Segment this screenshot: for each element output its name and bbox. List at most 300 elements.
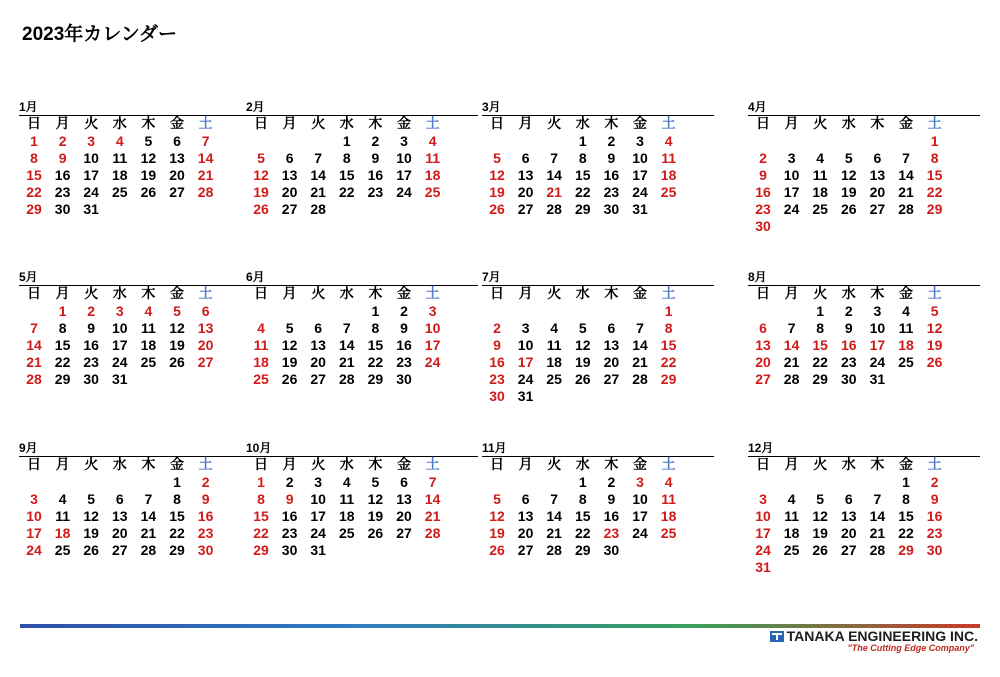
day-cell: 14 <box>898 167 914 183</box>
day-cell: 19 <box>140 167 157 183</box>
day-cell: 24 <box>424 354 441 370</box>
weekday-header: 木 <box>141 285 156 301</box>
day-cell: 20 <box>197 337 214 353</box>
day-cell: 3 <box>400 133 408 149</box>
day-cell: 6 <box>115 491 124 507</box>
day-cell: 31 <box>83 201 99 217</box>
weekday-header: 水 <box>112 285 127 301</box>
weekday-header: 火 <box>311 456 326 472</box>
day-cell: 15 <box>898 508 914 524</box>
day-cell: 18 <box>660 508 677 524</box>
day-cell: 2 <box>607 474 616 490</box>
weekday-header: 水 <box>339 456 354 472</box>
day-cell: 10 <box>26 508 42 524</box>
day-cell: 16 <box>926 508 943 524</box>
weekday-header: 火 <box>84 456 99 472</box>
day-cell: 19 <box>367 508 384 524</box>
day-cell: 7 <box>550 150 559 166</box>
day-cell: 20 <box>517 525 534 541</box>
day-cell: 8 <box>816 320 825 336</box>
day-cell: 29 <box>169 542 185 558</box>
day-cell: 22 <box>898 525 914 541</box>
month-label: 6月 <box>246 270 265 284</box>
day-cell: 21 <box>26 354 42 370</box>
day-cell: 26 <box>841 201 857 217</box>
day-cell: 19 <box>253 184 269 200</box>
day-cell: 7 <box>550 491 559 507</box>
day-cell: 18 <box>424 167 441 183</box>
day-cell: 30 <box>926 542 943 558</box>
day-cell: 5 <box>493 491 501 507</box>
day-cell: 5 <box>844 150 853 166</box>
day-cell: 18 <box>898 337 914 353</box>
weekday-header: 木 <box>604 456 619 472</box>
day-cell: 20 <box>396 508 412 524</box>
day-cell: 11 <box>425 150 440 166</box>
day-cell: 15 <box>367 337 384 353</box>
day-cell: 12 <box>83 508 99 524</box>
day-cell: 6 <box>521 491 530 507</box>
day-cell: 11 <box>55 508 70 524</box>
day-cell: 8 <box>664 320 673 336</box>
weekday-header: 金 <box>397 456 411 472</box>
day-cell: 25 <box>339 525 355 541</box>
day-cell: 1 <box>30 133 38 149</box>
weekday-header: 木 <box>604 285 619 301</box>
weekday-header: 火 <box>84 285 99 301</box>
day-cell: 23 <box>281 525 298 541</box>
day-cell: 9 <box>87 320 96 336</box>
day-cell: 14 <box>310 167 326 183</box>
day-cell: 28 <box>869 542 886 558</box>
day-cell: 3 <box>636 474 644 490</box>
weekday-header: 月 <box>55 115 70 131</box>
weekday-header: 金 <box>170 456 184 472</box>
day-cell: 1 <box>371 303 380 319</box>
day-cell: 1 <box>664 303 673 319</box>
day-cell: 8 <box>58 320 67 336</box>
weekday-header: 水 <box>841 285 856 301</box>
day-cell: 11 <box>112 150 128 166</box>
day-cell: 19 <box>169 337 185 353</box>
day-cell: 12 <box>812 508 828 524</box>
month-block <box>482 441 718 558</box>
day-cell: 27 <box>517 201 534 217</box>
day-cell: 28 <box>546 201 562 217</box>
day-cell: 12 <box>575 337 591 353</box>
day-cell: 30 <box>281 542 298 558</box>
day-cell: 3 <box>787 150 796 166</box>
day-cell: 31 <box>869 371 886 387</box>
weekday-header: 土 <box>927 285 942 301</box>
month-block <box>19 270 255 387</box>
day-cell: 19 <box>489 525 505 541</box>
weekday-header: 月 <box>518 285 533 301</box>
day-cell: 26 <box>169 354 185 370</box>
day-cell: 27 <box>869 201 886 217</box>
day-cell: 2 <box>201 474 210 490</box>
weekday-header: 日 <box>254 456 268 472</box>
weekday-header: 火 <box>813 285 828 301</box>
day-cell: 7 <box>201 133 210 149</box>
weekday-header: 金 <box>397 285 411 301</box>
day-cell: 5 <box>257 150 265 166</box>
day-cell: 25 <box>660 184 677 200</box>
company-logo-icon <box>770 631 784 642</box>
day-cell: 16 <box>603 167 620 183</box>
day-cell: 18 <box>660 167 677 183</box>
day-cell: 31 <box>310 542 326 558</box>
day-cell: 17 <box>755 525 771 541</box>
day-cell: 19 <box>489 184 505 200</box>
month-label: 4月 <box>748 100 767 114</box>
day-cell: 9 <box>201 491 210 507</box>
weekday-header: 金 <box>633 456 647 472</box>
day-cell: 3 <box>873 303 882 319</box>
day-cell: 18 <box>112 167 128 183</box>
weekday-header: 水 <box>841 456 856 472</box>
day-cell: 14 <box>424 491 441 507</box>
day-cell: 7 <box>428 474 437 490</box>
day-cell: 10 <box>83 150 99 166</box>
day-cell: 9 <box>844 320 853 336</box>
weekday-header: 金 <box>397 115 411 131</box>
day-cell: 19 <box>926 337 943 353</box>
weekday-header: 水 <box>339 115 354 131</box>
weekday-header: 日 <box>254 115 268 131</box>
day-cell: 25 <box>140 354 157 370</box>
day-cell: 15 <box>253 508 269 524</box>
day-cell: 27 <box>112 542 128 558</box>
day-cell: 2 <box>493 320 501 336</box>
day-cell: 30 <box>841 371 857 387</box>
day-cell: 25 <box>424 184 441 200</box>
month-label: 10月 <box>246 441 272 455</box>
day-cell: 4 <box>550 320 559 336</box>
day-cell: 12 <box>253 167 269 183</box>
weekday-header: 金 <box>899 285 913 301</box>
month-block <box>19 441 255 558</box>
day-cell: 19 <box>83 525 99 541</box>
day-cell: 20 <box>112 525 128 541</box>
day-cell: 26 <box>926 354 943 370</box>
day-cell: 28 <box>339 371 355 387</box>
day-cell: 15 <box>575 167 591 183</box>
day-cell: 5 <box>493 150 501 166</box>
day-cell: 17 <box>310 508 326 524</box>
weekday-header: 土 <box>927 115 942 131</box>
day-cell: 10 <box>783 167 800 183</box>
weekday-header: 日 <box>254 285 268 301</box>
day-cell: 16 <box>281 508 298 524</box>
day-cell: 9 <box>759 167 767 183</box>
day-cell: 15 <box>575 508 591 524</box>
day-cell: 25 <box>812 201 828 217</box>
day-cell: 21 <box>546 184 562 200</box>
weekday-header: 火 <box>547 285 562 301</box>
day-cell: 21 <box>339 354 355 370</box>
day-cell: 31 <box>755 559 771 575</box>
day-cell: 6 <box>873 150 882 166</box>
day-cell: 5 <box>578 320 587 336</box>
weekday-header: 火 <box>84 115 99 131</box>
day-cell: 13 <box>197 320 214 336</box>
day-cell: 4 <box>787 491 796 507</box>
day-cell: 8 <box>930 150 939 166</box>
day-cell: 24 <box>783 201 800 217</box>
day-cell: 5 <box>285 320 294 336</box>
day-cell: 5 <box>173 303 181 319</box>
day-cell: 23 <box>367 184 384 200</box>
day-cell: 2 <box>930 474 939 490</box>
day-cell: 29 <box>367 371 384 387</box>
day-cell: 29 <box>26 201 42 217</box>
day-cell: 29 <box>575 201 591 217</box>
day-cell: 21 <box>546 525 562 541</box>
weekday-header: 水 <box>575 115 590 131</box>
day-cell: 23 <box>197 525 214 541</box>
day-cell: 7 <box>902 150 910 166</box>
day-cell: 3 <box>636 133 644 149</box>
day-cell: 18 <box>54 525 71 541</box>
day-cell: 30 <box>83 371 99 387</box>
day-cell: 22 <box>575 525 591 541</box>
weekday-header: 水 <box>575 456 590 472</box>
day-cell: 15 <box>169 508 185 524</box>
day-cell: 16 <box>841 337 857 353</box>
day-cell: 7 <box>314 150 323 166</box>
weekday-header: 金 <box>633 115 647 131</box>
day-cell: 15 <box>54 337 71 353</box>
month-label: 9月 <box>19 441 38 455</box>
day-cell: 23 <box>926 525 943 541</box>
day-cell: 22 <box>26 184 42 200</box>
day-cell: 25 <box>54 542 71 558</box>
day-cell: 14 <box>197 150 214 166</box>
day-cell: 3 <box>759 491 767 507</box>
day-cell: 25 <box>783 542 800 558</box>
day-cell: 23 <box>603 525 620 541</box>
day-cell: 7 <box>342 320 351 336</box>
month-block <box>748 270 984 387</box>
day-cell: 22 <box>169 525 185 541</box>
weekday-header: 水 <box>112 456 127 472</box>
day-cell: 25 <box>112 184 128 200</box>
weekday-header: 金 <box>170 115 184 131</box>
day-cell: 27 <box>310 371 326 387</box>
day-cell: 28 <box>140 542 157 558</box>
day-cell: 17 <box>517 354 534 370</box>
day-cell: 13 <box>755 337 771 353</box>
day-cell: 14 <box>869 508 886 524</box>
day-cell: 24 <box>632 184 648 200</box>
month-label: 12月 <box>748 441 774 455</box>
day-cell: 21 <box>424 508 441 524</box>
day-cell: 21 <box>197 167 214 183</box>
weekday-header: 土 <box>661 456 676 472</box>
day-cell: 28 <box>26 371 42 387</box>
day-cell: 4 <box>664 133 673 149</box>
day-cell: 18 <box>783 525 800 541</box>
day-cell: 30 <box>603 542 620 558</box>
month-label: 3月 <box>482 100 501 114</box>
day-cell: 25 <box>253 371 269 387</box>
day-cell: 19 <box>281 354 298 370</box>
day-cell: 2 <box>607 133 616 149</box>
day-cell: 17 <box>83 167 99 183</box>
weekday-header: 金 <box>633 285 647 301</box>
day-cell: 3 <box>521 320 530 336</box>
day-cell: 13 <box>281 167 298 183</box>
day-cell: 25 <box>660 525 677 541</box>
weekday-header: 土 <box>198 285 213 301</box>
day-cell: 8 <box>578 491 587 507</box>
day-cell: 27 <box>396 525 412 541</box>
day-cell: 4 <box>902 303 910 319</box>
day-cell: 10 <box>632 150 648 166</box>
day-cell: 22 <box>812 354 828 370</box>
day-cell: 24 <box>396 184 412 200</box>
day-cell: 22 <box>926 184 943 200</box>
weekday-header: 月 <box>55 456 70 472</box>
weekday-header: 水 <box>112 115 127 131</box>
day-cell: 8 <box>30 150 38 166</box>
day-cell: 23 <box>841 354 857 370</box>
day-cell: 17 <box>424 337 441 353</box>
day-cell: 12 <box>281 337 298 353</box>
day-cell: 9 <box>493 337 501 353</box>
day-cell: 4 <box>144 303 153 319</box>
month-label: 11月 <box>482 441 507 455</box>
day-cell: 26 <box>812 542 828 558</box>
weekday-header: 月 <box>784 456 799 472</box>
weekday-header: 火 <box>311 115 326 131</box>
day-cell: 5 <box>144 133 153 149</box>
weekday-header: 木 <box>141 456 156 472</box>
day-cell: 27 <box>755 371 771 387</box>
day-cell: 20 <box>755 354 771 370</box>
company-logo <box>770 628 978 653</box>
day-cell: 6 <box>314 320 323 336</box>
day-cell: 26 <box>575 371 591 387</box>
day-cell: 10 <box>310 491 326 507</box>
day-cell: 15 <box>339 167 355 183</box>
day-cell: 17 <box>869 337 886 353</box>
day-cell: 13 <box>841 508 857 524</box>
day-cell: 27 <box>197 354 214 370</box>
weekday-header: 月 <box>784 115 799 131</box>
day-cell: 30 <box>54 201 71 217</box>
day-cell: 12 <box>489 508 505 524</box>
day-cell: 22 <box>253 525 269 541</box>
day-cell: 13 <box>869 167 886 183</box>
day-cell: 24 <box>869 354 886 370</box>
day-cell: 4 <box>58 491 67 507</box>
day-cell: 4 <box>816 150 825 166</box>
day-cell: 27 <box>281 201 298 217</box>
day-cell: 8 <box>902 491 910 507</box>
weekday-header: 月 <box>518 456 533 472</box>
day-cell: 11 <box>812 167 828 183</box>
weekday-header: 火 <box>813 456 828 472</box>
day-cell: 29 <box>898 542 914 558</box>
day-cell: 22 <box>54 354 71 370</box>
day-cell: 21 <box>898 184 914 200</box>
day-cell: 28 <box>898 201 914 217</box>
month-block <box>246 100 482 217</box>
day-cell: 30 <box>489 388 505 404</box>
day-cell: 19 <box>575 354 591 370</box>
day-cell: 23 <box>396 354 412 370</box>
month-label: 1月 <box>19 100 38 114</box>
weekday-header: 火 <box>311 285 326 301</box>
day-cell: 26 <box>83 542 99 558</box>
day-cell: 15 <box>812 337 828 353</box>
day-cell: 17 <box>26 525 42 541</box>
day-cell: 26 <box>140 184 157 200</box>
weekday-header: 土 <box>198 115 213 131</box>
day-cell: 11 <box>339 491 355 507</box>
day-cell: 16 <box>54 167 71 183</box>
day-cell: 11 <box>253 337 269 353</box>
day-cell: 30 <box>396 371 412 387</box>
day-cell: 6 <box>844 491 853 507</box>
day-cell: 26 <box>281 371 298 387</box>
day-cell: 29 <box>54 371 71 387</box>
day-cell: 27 <box>603 371 620 387</box>
day-cell: 28 <box>632 371 648 387</box>
day-cell: 7 <box>873 491 882 507</box>
day-cell: 10 <box>396 150 412 166</box>
day-cell: 6 <box>607 320 616 336</box>
weekday-header: 水 <box>841 115 856 131</box>
day-cell: 23 <box>755 201 771 217</box>
day-cell: 11 <box>898 320 914 336</box>
day-cell: 28 <box>546 542 562 558</box>
day-cell: 15 <box>660 337 677 353</box>
day-cell: 12 <box>926 320 943 336</box>
weekday-header: 月 <box>55 285 70 301</box>
day-cell: 1 <box>578 133 587 149</box>
weekday-header: 日 <box>490 456 504 472</box>
day-cell: 8 <box>257 491 265 507</box>
day-cell: 10 <box>755 508 771 524</box>
day-cell: 22 <box>575 184 591 200</box>
day-cell: 1 <box>257 474 265 490</box>
day-cell: 13 <box>517 167 534 183</box>
weekday-header: 水 <box>575 285 590 301</box>
weekday-header: 木 <box>368 456 383 472</box>
weekday-header: 火 <box>547 115 562 131</box>
month-block <box>482 270 718 404</box>
weekday-header: 月 <box>518 115 533 131</box>
day-cell: 11 <box>546 337 562 353</box>
day-cell: 9 <box>930 491 939 507</box>
weekday-header: 月 <box>282 285 297 301</box>
day-cell: 16 <box>396 337 412 353</box>
weekday-header: 日 <box>27 456 41 472</box>
day-cell: 10 <box>112 320 128 336</box>
day-cell: 3 <box>87 133 96 149</box>
day-cell: 2 <box>285 474 294 490</box>
day-cell: 10 <box>869 320 886 336</box>
day-cell: 1 <box>342 133 351 149</box>
weekday-header: 水 <box>339 285 354 301</box>
day-cell: 2 <box>371 133 380 149</box>
day-cell: 8 <box>578 150 587 166</box>
day-cell: 29 <box>926 201 943 217</box>
weekday-header: 土 <box>425 115 440 131</box>
